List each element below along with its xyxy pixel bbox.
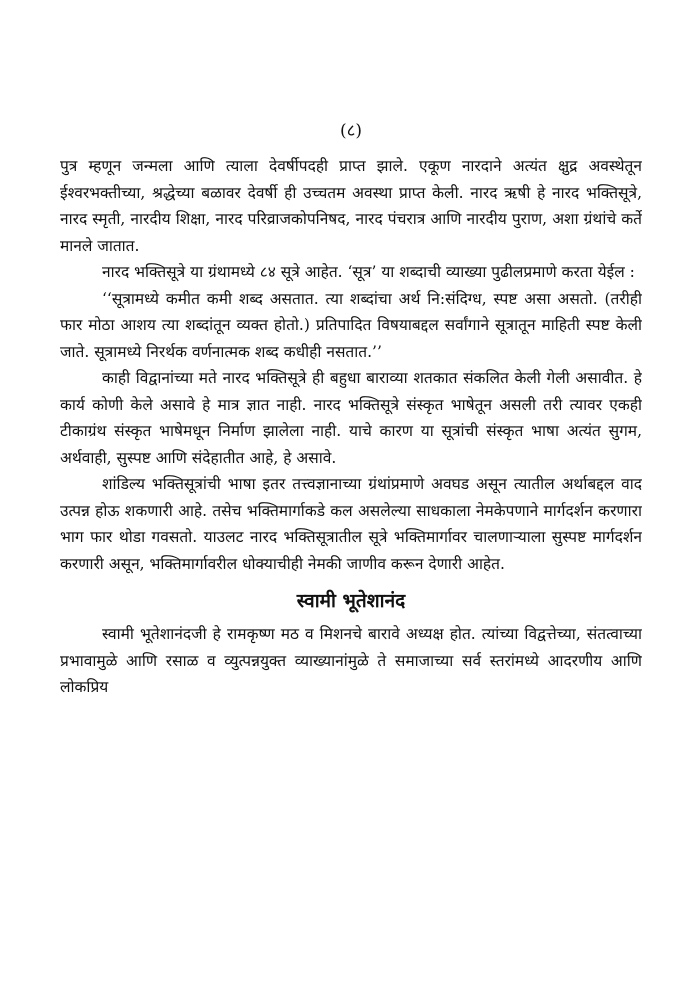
- paragraph-scholars-view: काही विद्वानांच्या मते नारद भक्तिसूत्रे ही बहुधा बाराव्या शतकात संकलित केली गेली असावीत. हे कार्य कोणी केले असावे हे मात्र ज्ञात नाही. नारद भक्तिसूत्रे संस्कृत भाषेतून असली तरी त्यावर एकही टीकाग्रंथ संस्कृत भाषेमधून निर्माण झालेला नाही. याचे कारण या सूत्रांची संस्कृत भाषा अत्यंत सुगम, अर्थवाही, सुस्पष्ट आणि संदेहातीत आहे, हे असावे.: [60, 369, 642, 467]
- page-number: (८): [339, 121, 363, 141]
- paragraph-narada-origin: पुत्र म्हणून जन्मला आणि त्याला देवर्षीपदही प्राप्त झाले. एकूण नारदाने अत्यंत क्षुद्र अवस्थेतून ईश्वरभक्तीच्या, श्रद्धेच्या बळावर देवर्षी ही उच्चतम अवस्था प्राप्त केली. नारद ऋषी हे नारद भक्तिसूत्रे, नारद स्मृती, नारदीय शिक्षा, नारद परिव्राजकोपनिषद, नारद पंचरात्र आणि नारदीय पुराण, अशा ग्रंथांचे कर्ते मानले जातात.: [60, 157, 642, 255]
- paragraph-sutra-count: नारद भक्तिसूत्रे या ग्रंथामध्ये ८४ सूत्रे आहेत. ‘सूत्र’ या शब्दाची व्याख्या पुढीलप्रमाणे करता येईल :: [102, 263, 635, 281]
- document-page: [60, 118, 642, 978]
- paragraph-swami-bhuteshananda-intro: स्वामी भूतेशानंदजी हे रामकृष्ण मठ व मिशनचे बारावे अध्यक्ष होत. त्यांच्या विद्वत्तेच्या, संतत्वाच्या प्रभावामुळे आणि रसाळ व व्युत्पन्नयुक्त व्याख्यानांमुळे ते समाजाच्या सर्व स्तरांमध्ये आदरणीय आणि लोकप्रिय: [60, 625, 642, 696]
- paragraph-shandilya-comparison: शांडिल्य भक्तिसूत्रांची भाषा इतर तत्त्वज्ञानाच्या ग्रंथांप्रमाणे अवघड असून त्यातील अर्थाबद्दल वाद उत्पन्न होऊ शकणारी आहे. तसेच भक्तिमार्गाकडे कल असलेल्या साधकाला नेमकेपणाने मार्गदर्शन करणारा भाग फार थोडा गवसतो. याउलट नारद भक्तिसूत्रातील सूत्रे भक्तिमार्गावर चालणाऱ्याला सुस्पष्ट मार्गदर्शन करणारी असून, भक्तिमार्गावरील धोक्याचीही नेमकी जाणीव करून देणारी आहेत.: [60, 475, 642, 573]
- section-heading-swami-bhuteshananda: स्वामी भूतेशानंद: [296, 590, 406, 612]
- paragraph-sutra-definition-quote: ‘‘सूत्रामध्ये कमीत कमी शब्द असतात. त्या शब्दांचा अर्थ नि:संदिग्ध, स्पष्ट असा असतो. (तरीही फार मोठा आशय त्या शब्दांतून व्यक्त होतो.) प्रतिपादित विषयाबद्दल सर्वांगाने सूत्रातून माहिती स्पष्ट केली जाते. सूत्रामध्ये निरर्थक वर्णनात्मक शब्द कधीही नसतात.’’: [60, 289, 642, 361]
